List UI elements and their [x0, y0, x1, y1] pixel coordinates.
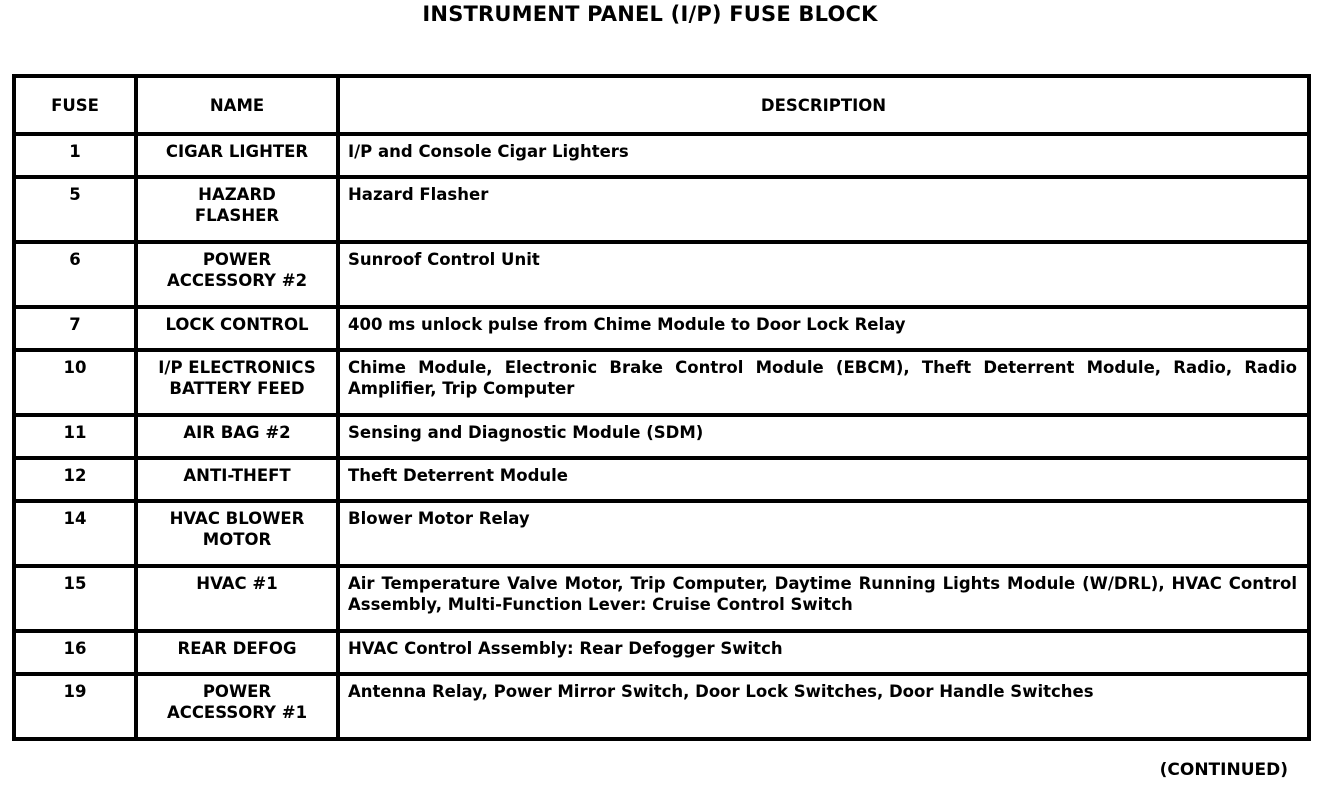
table-row	[14, 631, 1309, 674]
fuse-description: Air Temperature Valve Motor, Trip Computer, Daytime Running Lights Module (W/DRL), HVAC Control Assembly, Multi-Function Lever: Cruise Control Switch	[338, 566, 1309, 631]
table-row	[14, 307, 1309, 350]
fuse-number: 5	[14, 177, 136, 242]
fuse-description: HVAC Control Assembly: Rear Defogger Switch	[338, 631, 1309, 674]
fuse-description: Antenna Relay, Power Mirror Switch, Door Lock Switches, Door Handle Switches	[338, 674, 1309, 739]
fuse-table	[12, 74, 1311, 741]
page-title: INSTRUMENT PANEL (I/P) FUSE BLOCK	[422, 2, 878, 26]
fuse-name: POWER ACCESSORY #1	[136, 674, 338, 739]
table-header-row	[14, 76, 1309, 134]
fuse-number: 12	[14, 458, 136, 501]
fuse-description: Hazard Flasher	[338, 177, 1309, 242]
table-row	[14, 501, 1309, 566]
table-row	[14, 177, 1309, 242]
fuse-number: 14	[14, 501, 136, 566]
fuse-name: HAZARD FLASHER	[136, 177, 338, 242]
fuse-number: 11	[14, 415, 136, 458]
fuse-name: CIGAR LIGHTER	[136, 134, 338, 177]
fuse-description: Chime Module, Electronic Brake Control Module (EBCM), Theft Deterrent Module, Radio, Radio Amplifier, Trip Computer	[338, 350, 1309, 415]
fuse-description: Sensing and Diagnostic Module (SDM)	[338, 415, 1309, 458]
continued-label: (CONTINUED)	[1159, 760, 1288, 780]
fuse-description: Sunroof Control Unit	[338, 242, 1309, 307]
fuse-number: 6	[14, 242, 136, 307]
fuse-number: 16	[14, 631, 136, 674]
table-row	[14, 674, 1309, 739]
fuse-name: I/P ELECTRONICS BATTERY FEED	[136, 350, 338, 415]
table-row	[14, 415, 1309, 458]
fuse-description: I/P and Console Cigar Lighters	[338, 134, 1309, 177]
header-fuse: FUSE	[14, 76, 136, 134]
fuse-number: 19	[14, 674, 136, 739]
table-row	[14, 458, 1309, 501]
fuse-name: POWER ACCESSORY #2	[136, 242, 338, 307]
fuse-number: 15	[14, 566, 136, 631]
fuse-description: Theft Deterrent Module	[338, 458, 1309, 501]
fuse-name: HVAC BLOWER MOTOR	[136, 501, 338, 566]
fuse-description: Blower Motor Relay	[338, 501, 1309, 566]
fuse-name: HVAC #1	[136, 566, 338, 631]
fuse-number: 7	[14, 307, 136, 350]
fuse-name: LOCK CONTROL	[136, 307, 338, 350]
table-row	[14, 350, 1309, 415]
fuse-name: REAR DEFOG	[136, 631, 338, 674]
fuse-description: 400 ms unlock pulse from Chime Module to Door Lock Relay	[338, 307, 1309, 350]
fuse-number: 1	[14, 134, 136, 177]
fuse-name: AIR BAG #2	[136, 415, 338, 458]
header-description: DESCRIPTION	[338, 76, 1309, 134]
table-row	[14, 566, 1309, 631]
table-row	[14, 242, 1309, 307]
fuse-number: 10	[14, 350, 136, 415]
fuse-name: ANTI-THEFT	[136, 458, 338, 501]
header-name: NAME	[136, 76, 338, 134]
table-row	[14, 134, 1309, 177]
fuse-table-container	[12, 74, 1307, 741]
